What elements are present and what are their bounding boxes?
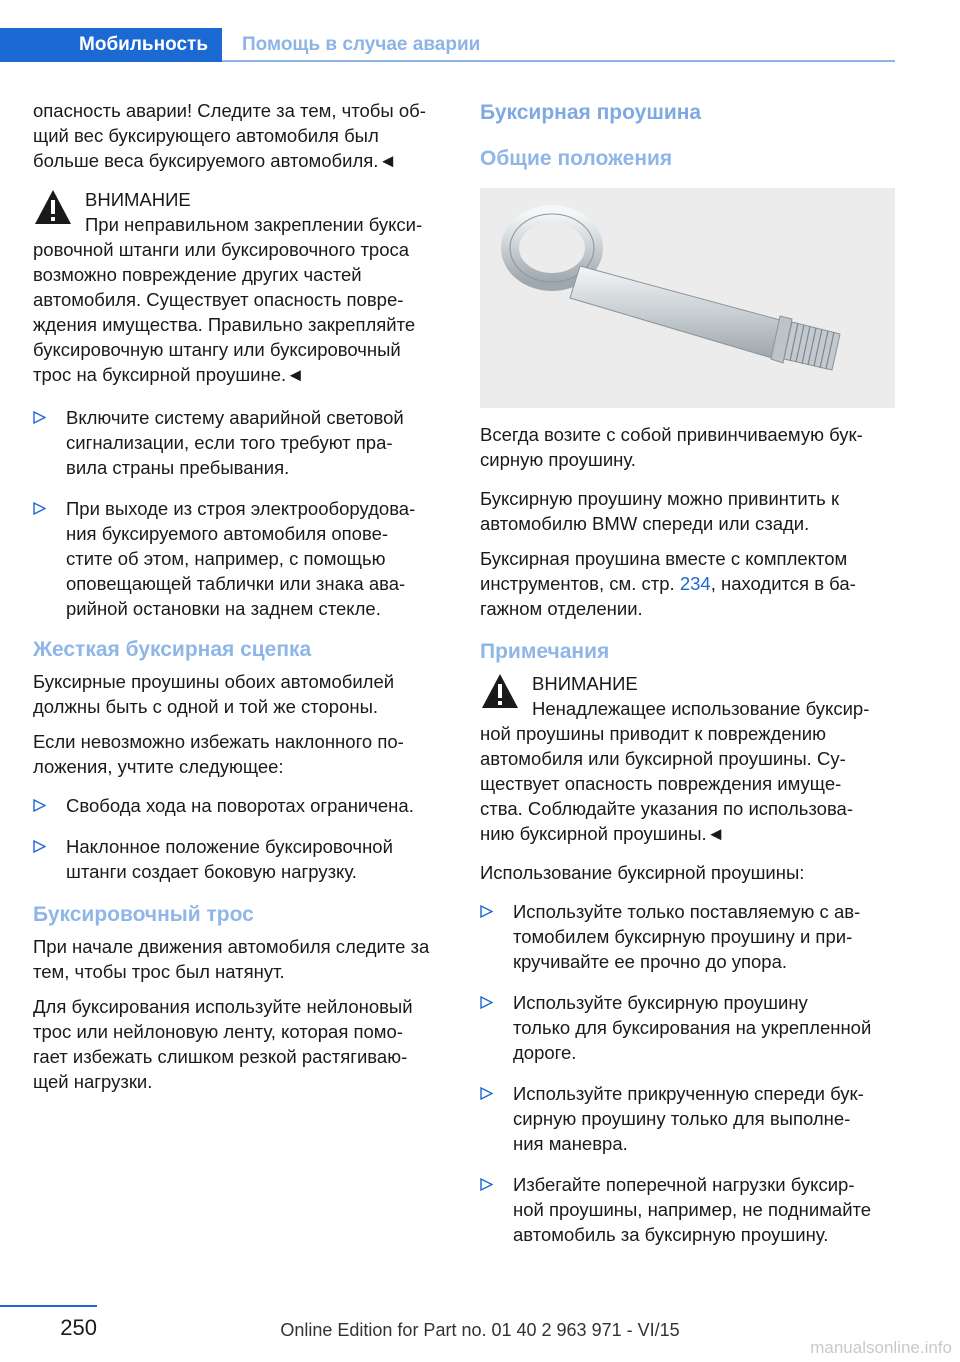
section-tab: Мобильность: [0, 28, 222, 62]
towing-eye-heading: Буксирная проушина: [480, 101, 702, 124]
list-item: При выходе из строя электрооборудова‐ ния буксируемого автомобиля опове‐ стите об этом, например, с помощью оповещающей таблички или знака ава‐ рийной остановки на заднем стекле.: [33, 496, 448, 621]
warning-block: ВНИМАНИЕ Ненадлежащее использование буксир‐ ной проушины приводит к повреждению автомобиля или буксирной проушины. Су‐ ществует опасность повреждения имуще‐ ства. Соблюдайте указания по использова‐ нию буксирной проушины.◄: [480, 671, 895, 846]
left-column: [33, 98, 448, 1104]
list-item: Избегайте поперечной нагрузки буксир‐ ной проушины, например, не поднимайте автомобиль за буксирную проушину.: [480, 1172, 895, 1247]
general-heading: Общие положения: [480, 147, 673, 170]
arrow-bullet-icon: [480, 905, 493, 918]
bullet-list: [33, 793, 448, 884]
header-divider: [222, 60, 895, 62]
page-reference-link[interactable]: 234: [679, 573, 711, 594]
paragraph: Для буксирования используйте нейлоновый трос или нейлоновую ленту, которая помо‐ гает избежать слишком резкой растягиваю‐ щей нагрузки.: [33, 996, 413, 1092]
paragraph: Если невозможно избежать наклонного по‐ ложения, учтите следующее:: [33, 731, 404, 777]
usage-intro: Использование буксирной проушины:: [480, 862, 805, 883]
list-item: Свобода хода на поворотах ограничена.: [33, 793, 448, 818]
arrow-bullet-icon: [33, 411, 46, 424]
list-item: Используйте буксирную проушину только для буксирования на укрепленной дороге.: [480, 990, 895, 1065]
list-item: Наклонное положение буксировочной штанги создает боковую нагрузку.: [33, 834, 448, 884]
arrow-bullet-icon: [33, 799, 46, 812]
paragraph: Буксирную проушину можно привинтить к автомобилю BMW спереди или сзади.: [480, 488, 840, 534]
paragraph: При начале движения автомобиля следите за тем, чтобы трос был натянут.: [33, 936, 430, 982]
arrow-bullet-icon: [33, 840, 46, 853]
arrow-bullet-icon: [480, 1178, 493, 1191]
list-item: Включите систему аварийной световой сигнализации, если того требуют пра‐ вила страны пребывания.: [33, 405, 448, 480]
bullet-list: [33, 405, 448, 621]
paragraph: Буксирная проушина вместе с комплектом инструментов, см. стр. 234, находится в ба‐ гажном отделении.: [480, 548, 856, 619]
page-number: 250: [60, 1315, 97, 1340]
watermark: manualsonline.info: [810, 1338, 952, 1357]
bullet-list: [480, 899, 895, 1247]
intro-paragraph: опасность аварии! Следите за тем, чтобы об‐ щий вес буксирующего автомобиля был больше веса буксируемого автомобиля.◄: [33, 100, 426, 171]
arrow-bullet-icon: [33, 502, 46, 515]
warning-text: ровочной штанги или буксировочного троса возможно повреждение других частей автомобиля. Существует опасность повре‐ ждения имущества. Правильно закрепляйте буксировочную штангу или буксировочный трос на буксирной проушине.◄: [33, 239, 416, 385]
warning-text: ной проушины приводит к повреждению автомобиля или буксирной проушины. Су‐ ществует опасность повреждения имуще‐ ства. Соблюдайте указания по использова‐ нию буксирной проушины.◄: [480, 723, 854, 844]
footer-accent-line: [0, 1305, 97, 1307]
arrow-bullet-icon: [480, 1087, 493, 1100]
edition-text: Online Edition for Part no. 01 40 2 963 971 - VI/15: [280, 1320, 680, 1340]
warning-title: ВНИМАНИЕ: [532, 673, 638, 694]
notes-heading: Примечания: [480, 640, 610, 663]
paragraph: Буксирные проушины обоих автомобилей должны быть с одной и той же стороны.: [33, 671, 395, 717]
subsection-tab: Помощь в случае аварии: [242, 34, 481, 55]
page-header: [0, 0, 960, 62]
rigid-tow-heading: Жесткая буксирная сцепка: [33, 638, 312, 661]
arrow-bullet-icon: [480, 996, 493, 1009]
warning-triangle-icon: [480, 671, 520, 711]
warning-triangle-icon: [33, 187, 73, 227]
warning-block: ВНИМАНИЕ При неправильном закреплении букси‐ ровочной штанги или буксировочного троса возможно повреждение других частей автомобиля. Существует опасность повре‐ ждения имущества. Правильно закрепляйте буксировочную штангу или буксировочный трос на буксирной проушине.◄: [33, 187, 448, 387]
list-item: Используйте только поставляемую с ав‐ томобилем буксирную проушину и при‐ кручивайте ее прочно до упора.: [480, 899, 895, 974]
towing-eye-icon: [480, 188, 895, 408]
list-item: Используйте прикрученную спереди бук‐ сирную проушину только для выполне‐ ния маневра.: [480, 1081, 895, 1156]
paragraph: Всегда возите с собой привинчиваемую бук‐ сирную проушину.: [480, 424, 863, 470]
warning-title: ВНИМАНИЕ: [85, 189, 191, 210]
towing-eye-illustration: [480, 188, 895, 408]
right-column: [480, 98, 895, 1257]
tow-rope-heading: Буксировочный трос: [33, 903, 254, 926]
